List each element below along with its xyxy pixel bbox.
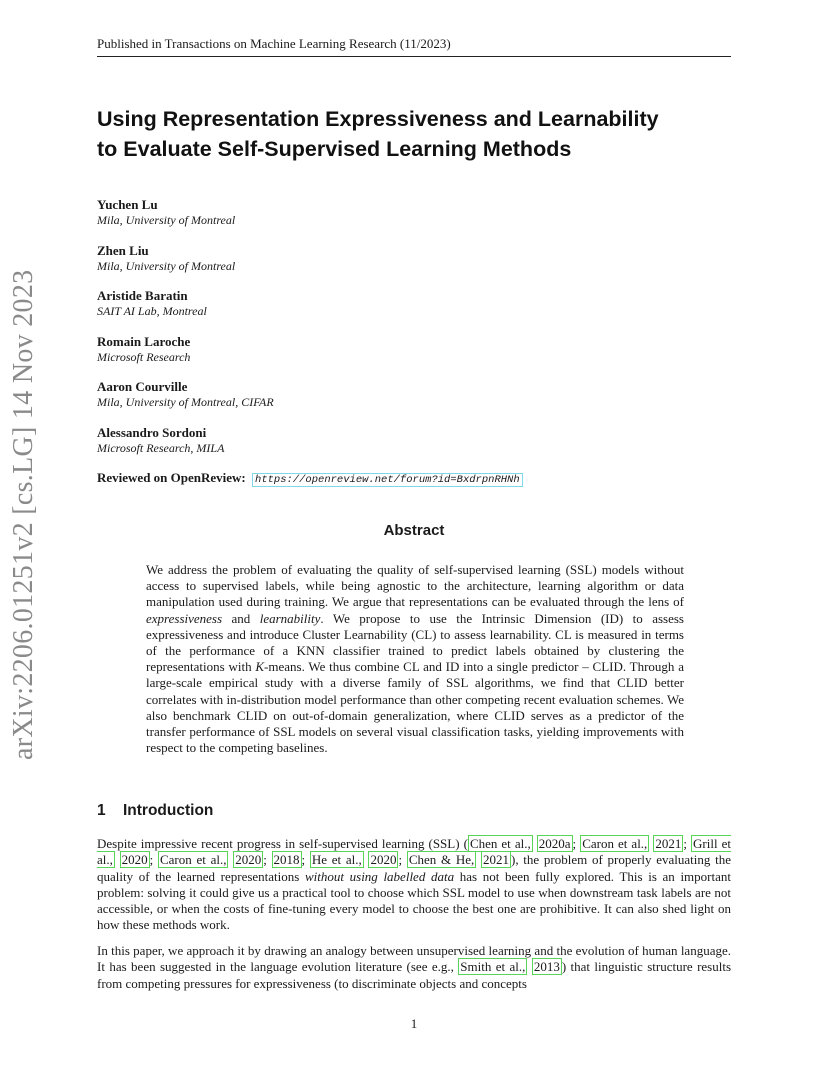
citation-link[interactable]: 2020 bbox=[370, 852, 397, 868]
author-name: Romain Laroche bbox=[97, 333, 191, 349]
arxiv-identifier: arXiv:2206.01251v2 [cs.LG] 14 Nov 2023 bbox=[8, 269, 39, 760]
author-affiliation: Mila, University of Montreal bbox=[97, 213, 236, 227]
paragraph-text: ), the problem of properly evaluating the quality of the learned representations bbox=[97, 852, 732, 884]
author-affiliation: Mila, University of Montreal bbox=[97, 258, 236, 273]
author-entry bbox=[97, 196, 697, 242]
section-number: 1 bbox=[97, 802, 106, 819]
abstract-text-part: -means. We thus combine CL and ID into a single predictor – CLID. Through a large-scale empirical study with a diverse family of SSL algorithms, we find that CLID better correlates with in-distribution model performance than other competing recent evaluation schemes. We also benchmark CLID on out-of-domain generalization, where CLID serves as a predictor of the transfer performance of SSL models on several visual classification tasks, yielding improvements with respect to the competing baselines. bbox=[146, 659, 684, 756]
citation-link[interactable]: Grill et al., bbox=[97, 836, 731, 868]
citation-link[interactable]: 2020 bbox=[235, 852, 262, 868]
abstract-text-part: and bbox=[222, 610, 260, 626]
abstract-emphasis: learnability bbox=[259, 610, 321, 626]
abstract-text-part: . We propose to use the Intrinsic Dimension (ID) to assess expressiveness and introduce Cluster Learnability (CL) to assess learnability. CL is measured in terms of the performance of a KNN classifier trained to predict labels obtained by clustering the representations with bbox=[146, 610, 684, 675]
paragraph-text: ; bbox=[572, 836, 581, 851]
paragraph-text: has not been fully explored. This is an important problem: solving it could give us a practical tool to choose which SSL model to use when downstream task labels are not accessible, or when the costs of fine-tuning every model to choose the best one are prohibitive. It can also shed light on how these methods work. bbox=[97, 868, 731, 933]
paragraph-text: ; bbox=[301, 852, 310, 868]
author-list bbox=[97, 196, 697, 470]
author-entry bbox=[97, 242, 697, 288]
citation-link[interactable]: He et al., bbox=[311, 852, 362, 868]
citation-link[interactable]: Smith et al., bbox=[460, 959, 526, 975]
citation-link[interactable]: 2018 bbox=[273, 852, 300, 868]
author-name: Zhen Liu bbox=[97, 242, 149, 258]
title-line-1: Using Representation Expressiveness and Learnability bbox=[97, 107, 659, 131]
review-line bbox=[97, 470, 523, 486]
author-affiliation: SAIT AI Lab, Montreal bbox=[97, 304, 207, 319]
title-line-2: to Evaluate Self-Supervised Learning Methods bbox=[97, 137, 572, 161]
review-label: Reviewed on OpenReview: bbox=[97, 470, 246, 485]
abstract-text bbox=[146, 562, 684, 756]
paragraph-text: ; bbox=[398, 852, 407, 868]
author-affiliation: Mila, University of Montreal, CIFAR bbox=[97, 395, 274, 410]
abstract-emphasis: expressiveness bbox=[146, 610, 223, 626]
citation-link[interactable]: Caron et al., bbox=[582, 836, 648, 851]
citation-link[interactable]: 2021 bbox=[655, 836, 682, 851]
section-title: Introduction bbox=[123, 802, 214, 819]
abstract-heading: Abstract bbox=[383, 522, 445, 539]
journal-header: Published in Transactions on Machine Learning Research (11/2023) bbox=[97, 36, 731, 57]
author-affiliation: Microsoft Research bbox=[97, 349, 191, 364]
author-name: Aristide Baratin bbox=[97, 288, 188, 304]
citation-link[interactable]: 2021 bbox=[482, 852, 509, 868]
citation-link[interactable]: Chen & He, bbox=[408, 852, 475, 868]
paragraph-text: ) that linguistic structure results from competing pressures for expressiveness (to discriminate objects and concepts bbox=[97, 959, 732, 991]
abstract-text-part: We address the problem of evaluating the quality of self-supervised learning (SSL) models without access to supervised labels, while being agnostic to the architecture, learning algorithm or data manipulation used during training. We argue that representations can be evaluated through the lens of bbox=[146, 562, 684, 610]
author-entry bbox=[97, 378, 697, 424]
author-name: Aaron Courville bbox=[97, 379, 188, 395]
author-name: Alessandro Sordoni bbox=[97, 424, 207, 440]
openreview-link[interactable]: https://openreview.net/forum?id=BxdrpnRHNh bbox=[252, 473, 523, 487]
citation-link[interactable]: 2020 bbox=[121, 852, 148, 868]
paragraph-text: Despite impressive recent progress in self-supervised learning (SSL) ( bbox=[97, 836, 468, 851]
page-number: 1 bbox=[410, 1016, 418, 1031]
citation-link[interactable]: 2020a bbox=[538, 836, 571, 851]
author-affiliation: Microsoft Research, MILA bbox=[97, 440, 225, 455]
paper-title bbox=[97, 104, 717, 164]
author-name: Yuchen Lu bbox=[97, 197, 158, 212]
citation-link[interactable]: Chen et al., bbox=[469, 836, 531, 851]
section-heading bbox=[97, 802, 213, 820]
author-entry bbox=[97, 333, 697, 379]
paragraph-text: In this paper, we approach it by drawing an analogy between unsupervised learning and the evolution of human language. It has been suggested in the language evolution literature (see e.g., bbox=[97, 943, 731, 975]
paragraph-emphasis: without using labelled data bbox=[304, 868, 455, 884]
paragraph-text: ; bbox=[683, 836, 692, 851]
intro-paragraph-2 bbox=[97, 943, 731, 992]
intro-paragraph-1 bbox=[97, 836, 731, 934]
paragraph-text: ; bbox=[149, 852, 158, 868]
paragraph-text: ; bbox=[263, 852, 272, 868]
author-entry bbox=[97, 287, 697, 333]
author-entry bbox=[97, 424, 697, 470]
abstract-emphasis: K bbox=[255, 659, 265, 675]
citation-link[interactable]: Caron et al., bbox=[159, 852, 227, 868]
citation-link[interactable]: 2013 bbox=[533, 959, 560, 975]
